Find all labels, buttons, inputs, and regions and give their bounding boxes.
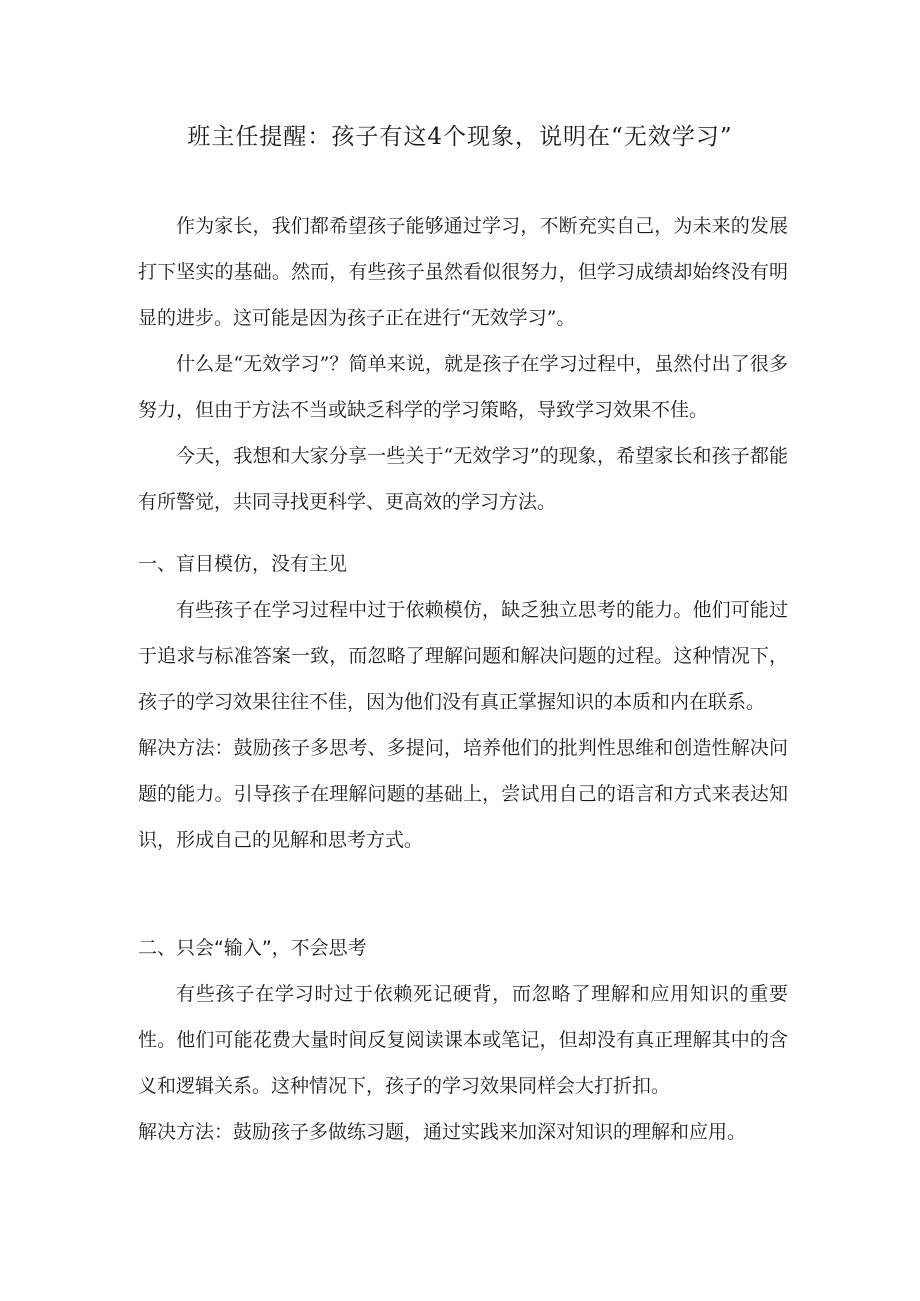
section-1-solution-label: 解决方法：: [138, 737, 234, 759]
section-2-paragraph: 有些孩子在学习时过于依赖死记硬背，而忽略了理解和应用知识的重要性。他们可能花费大量时间反复阅读课本或笔记，但却没有真正理解其中的含义和逻辑关系。这种情况下，孩子的学习效果同样会大打折扣。: [138, 983, 788, 1097]
intro-paragraph-2: 什么是“无效学习”？简单来说，就是孩子在学习过程中，虽然付出了很多努力，但由于方法不当或缺乏科学的学习策略，导致学习效果不佳。: [138, 353, 788, 421]
intro-paragraph-3: 今天，我想和大家分享一些关于“无效学习”的现象，希望家长和孩子都能有所警觉，共同寻找更科学、更高效的学习方法。: [138, 445, 788, 513]
section-1-solution: [138, 725, 788, 863]
section-1-paragraph: 有些孩子在学习过程中过于依赖模仿，缺乏独立思考的能力。他们可能过于追求与标准答案一致，而忽略了理解问题和解决问题的过程。这种情况下，孩子的学习效果往往不佳，因为他们没有真正掌握知识的本质和内在联系。: [138, 599, 788, 713]
section-2-solution-label: 解决方法：: [138, 1121, 234, 1143]
section-2-body: [138, 971, 788, 1155]
section-1-solution-text: 鼓励孩子多思考、多提问，培养他们的批判性思维和创造性解决问题的能力。引导孩子在理解问题的基础上，尝试用自己的语言和方式来表达知识，形成自己的见解和思考方式。: [138, 737, 788, 851]
section-2-solution: [138, 1109, 788, 1155]
document-title: 班主任提醒：孩子有这4个现象，说明在“无效学习”: [187, 124, 733, 150]
section-2-solution-text: 鼓励孩子多做练习题，通过实践来加深对知识的理解和应用。: [233, 1121, 747, 1143]
section-1-heading: 一、盲目模仿，没有主见: [138, 553, 348, 575]
section-2-heading: 二、只会“输入”，不会思考: [138, 937, 367, 959]
section-1-body: [138, 587, 788, 863]
intro-paragraph-1: 作为家长，我们都希望孩子能够通过学习，不断充实自己，为未来的发展打下坚实的基础。然而，有些孩子虽然看似很努力，但学习成绩却始终没有明显的进步。这可能是因为孩子正在进行“无效学习”。: [138, 215, 788, 329]
intro-block: [138, 203, 788, 525]
